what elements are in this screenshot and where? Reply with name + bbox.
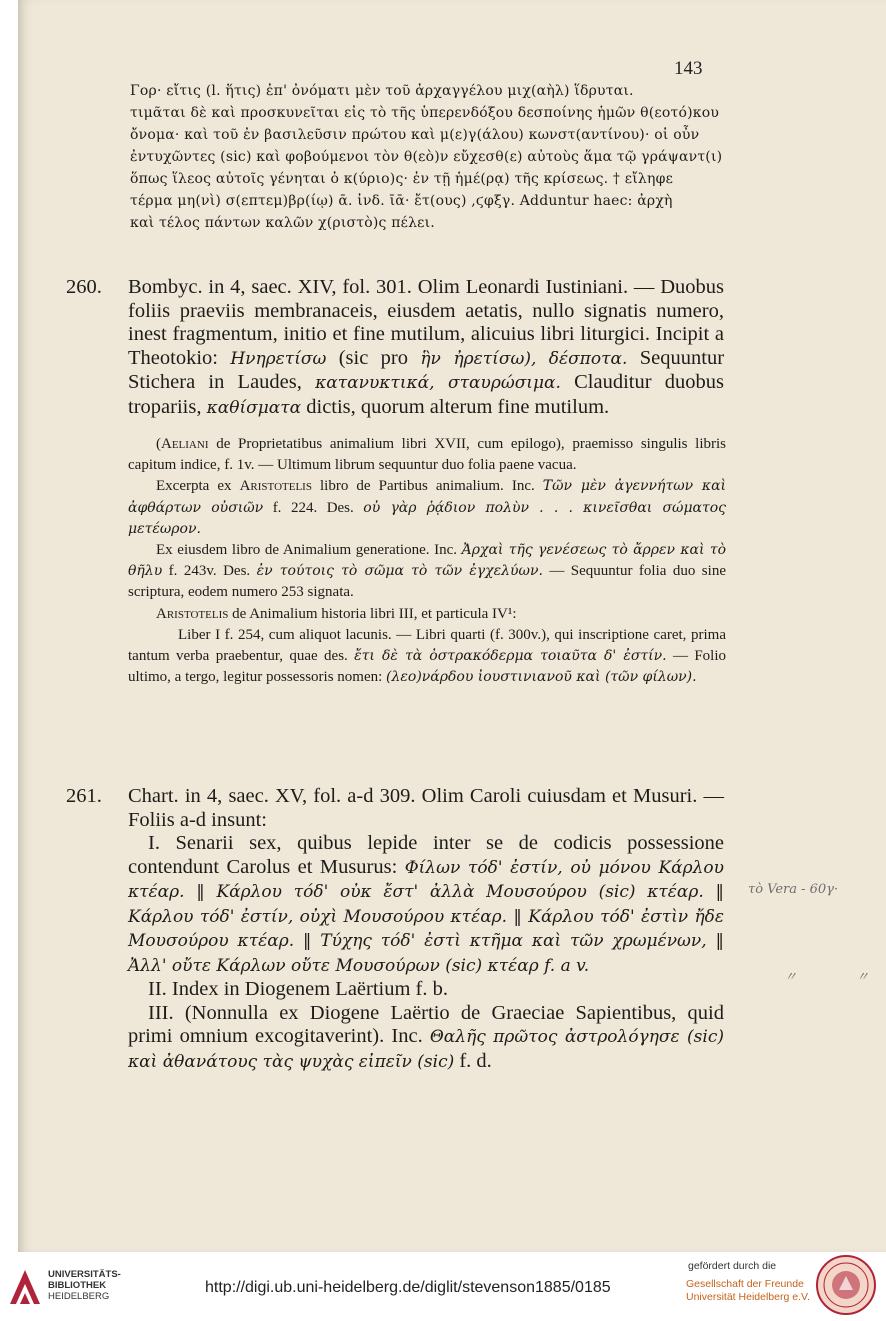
library-name: UNIVERSITÄTS- BIBLIOTHEK HEIDELBERG [48, 1269, 121, 1302]
top-note-line: τέρμα μη(νὶ) σ(επτεμ)βρ(ίῳ) ᾱ. ἰνδ. ῑᾱ· ἔτ(ους) ,ϛφξγ. Adduntur haec: ἀρχὴ [130, 193, 673, 209]
entry-number: 261. [66, 785, 102, 807]
top-note-line: καὶ τέλος πάντων καλῶν χ(ριστὸ)ς πέλει. [130, 215, 435, 231]
entry-260 [66, 276, 724, 420]
margin-note: τὸ Vera - 60γ· [748, 882, 839, 897]
incipit-greek: Ηνηρετίσω [230, 348, 327, 369]
source-url-link[interactable]: http://digi.ub.uni-heidelberg.de/diglit/stevenson1885/0185 [205, 1279, 611, 1296]
entry-text: dictis, quorum alterum fine mutilum. [306, 395, 610, 418]
author-name: Aristotelis [239, 478, 312, 495]
greek-text: κατανυκτικά, σταυρώσιμα. [315, 373, 561, 393]
author-name: Aristotelis [156, 605, 229, 622]
entry-text: Chart. in 4, saec. XV, fol. a-d 309. Olim Caroli cuiusdam et Musuri. — Foliis a-d insunt: [128, 785, 724, 831]
funded-by-label: gefördert durch die [688, 1260, 777, 1272]
scanned-page [18, 0, 886, 1252]
greek-text: ἐν τούτοις τὸ σῶμα τὸ τῶν ἐγχελύων. [256, 563, 543, 580]
entry-description [128, 785, 724, 1074]
entry-text: Sequuntur Stichera in Laudes, [128, 346, 725, 393]
item-3: III. (Nonnulla ex Diogene Laërtio de Graeciae Sapientibus, quid primi omnium excogitaverint). Inc. Θαλῆς πρῶτος ἀστρολόγησε (sic) καὶ ἀθανάτους τὰς ψυχὰς εἰπεῖν (sic) f. d. [128, 1001, 725, 1072]
greek-text: καθίσματα [206, 397, 302, 418]
university-seal-icon [815, 1254, 877, 1316]
greek-text: Θαλῆς πρῶτος ἀστρολόγησε (sic) καὶ ἀθανάτους τὰς ψυχὰς εἰπεῖν (sic) [128, 1027, 725, 1072]
author-name: Aeliani [161, 436, 209, 452]
margin-ditto: 〃 [784, 970, 798, 985]
top-note-line: τιμᾶται δὲ καὶ προσκυνεῖται εἰς τὸ τῆς ὑπερενδόξου δεσποίνης ἡμῶν θ(εοτό)κου [130, 105, 720, 121]
contents-paragraph: Excerpta ex Aristotelis libro de Partibus animalium. Inc. Τῶν μὲν ἀγεννήτων καὶ ἀφθάρτων οὐσιῶν f. 224. Des. οὐ γὰρ ῥᾴδιον πολὺν . . . κινεῖσθαι σώματος μετέωρον. [128, 478, 727, 537]
greek-text: ἔτι δὲ τὰ ὀστρακόδερμα τοιαῦτα δ' ἐστίν. [354, 648, 667, 665]
greek-text: Φίλων τόδ' ἐστίν, οὐ μόνου Κάρλου κτέαρ. ‖ Κάρλου τόδ' οὐκ ἔστ' ἀλλὰ Μουσούρου (sic) κτέαρ. ‖ Κάρλου τόδ' ἐστίν, οὐχὶ Μουσούρου κτέαρ. ‖ Κάρλου τόδ' ἐστὶν ἤδε Μουσούρου κτέαρ. ‖ Τύχης τόδ' ἐστὶ κτῆμα καὶ τῶν χρωμένων, ‖ Ἀλλ' οὔτε Κάρλων οὔτε Μουσούρων (sic) κτέαρ f. a v. [128, 857, 724, 976]
entry-text: Clauditur duobus tropariis, [128, 371, 725, 418]
contents-paragraph: Aristotelis de Animalium historia libri III, et particula IV¹: [156, 605, 517, 622]
entry-text: Bombyc. in 4, saec. XIV, fol. 301. Olim Leonardi Iustiniani. — Duobus foliis praeviis membranaceis, eiusdem aetatis, nullo signatis numero, inest fragmentum, initio et fine mutilum, alicuius libri liturgici. Incipit a Theotokio: [128, 276, 724, 369]
greek-text: δέσποτα. [548, 348, 628, 369]
item-1: I. Senarii sex, quibus lepide inter se de codicis possessione contendunt Carolus et Musurus: Φίλων τόδ' ἐστίν, οὐ μόνου Κάρλου κτέαρ. ‖ Κάρλου τόδ' οὐκ ἔστ' ἀλλὰ Μουσούρου (sic) κτέαρ. ‖ Κάρλου τόδ' ἐστίν, οὐχὶ Μουσούρου κτέαρ. ‖ Κάρλου τόδ' ἐστὶν ἤδε Μουσούρου κτέαρ. ‖ Τύχης τόδ' ἐστὶ κτῆμα καὶ τῶν χρωμένων, ‖ Ἀλλ' οὔτε Κάρλων οὔτε Μουσούρων (sic) κτέαρ f. a v. [128, 832, 724, 976]
page-number: 143 [674, 58, 703, 79]
greek-text: οὐ γὰρ ῥᾴδιον πολὺν . . . κινεῖσθαι σώματος μετέωρον. [128, 499, 727, 537]
footer [0, 1252, 886, 1321]
contents-paragraph: Liber I f. 254, cum aliquot lacunis. — Libri quarti (f. 300v.), qui inscriptione caret, prima tantum verba praebentur, quae des. ἔτι δὲ τὰ ὀστρακόδερμα τοιαῦτα δ' ἐστίν. — Folio ultimo, a tergo, legitur possessoris nomen: (λεο)νάρδου ἰουστινιανοῦ καὶ (τῶν φίλων). [128, 626, 727, 686]
entry-description [128, 276, 724, 420]
greek-text: Τῶν μὲν ἀγεννήτων καὶ ἀφθάρτων οὐσιῶν [128, 478, 727, 516]
entry-text: (sic pro [338, 346, 408, 369]
top-note-line: ὅπως ἵλεος αὐτοῖς γένηται ὁ κ(ύριο)ς· ἐν τῇ ἡμέ(ρᾳ) τῆς κρίσεως. † εἴληφε [130, 171, 674, 187]
margin-ditto: 〃 [856, 970, 870, 985]
top-note [130, 80, 730, 234]
entry-261 [66, 785, 724, 1074]
item-2: II. Index in Diogenem Laërtium f. b. [148, 978, 449, 1000]
top-note-line: Γορ· εἴτις (l. ἥτις) ἐπ' ὀνόματι μὲν τοῦ ἀρχαγγέλου μιχ(αὴλ) ἵδρυται. [130, 83, 634, 99]
contents-paragraph: Ex eiusdem libro de Animalium generatione. Inc. Ἀρχαὶ τῆς γενέσεως τὸ ἄρρεν καὶ τὸ θῆλυ f. 243v. Des. ἐν τούτοις τὸ σῶμα τὸ τῶν ἐγχελύων. — Sequuntur folia duo sine scriptura, eodem numero 253 signata. [128, 542, 726, 601]
top-note-line: ὄνομα· καὶ τοῦ ἐν βασιλεῦσιν πρώτου καὶ μ(ε)γ(άλου) κωνστ(αντίνου)· οἱ οὖν [130, 127, 700, 143]
library-logo-icon [8, 1266, 42, 1306]
top-note-line: ἐντυχῶντες (sic) καὶ φοβούμενοι τὸν θ(εὸ)ν εὔχεσθ(ε) αὐτοὺς ἅμα τῷ γράψαντ(ι) [130, 149, 723, 165]
greek-text: ἣν ἠρετίσω), [420, 348, 537, 369]
entry-260-contents [128, 434, 726, 688]
contents-paragraph: (Aeliani de Proprietatibus animalium libri XVII, cum epilogo), praemisso singulis libris capitum indice, f. 1v. — Ultimum librum sequuntur duo folia paene vacua. [128, 436, 727, 474]
entry-number: 260. [66, 276, 102, 298]
greek-text: Ἀρχαὶ τῆς γενέσεως τὸ ἄρρεν καὶ τὸ θῆλυ [128, 542, 726, 580]
greek-text: (λεο)νάρδου ἰουστινιανοῦ καὶ (τῶν φίλων). [386, 669, 697, 686]
society-name: Gesellschaft der Freunde Universität Heidelberg e.V. [686, 1278, 810, 1303]
